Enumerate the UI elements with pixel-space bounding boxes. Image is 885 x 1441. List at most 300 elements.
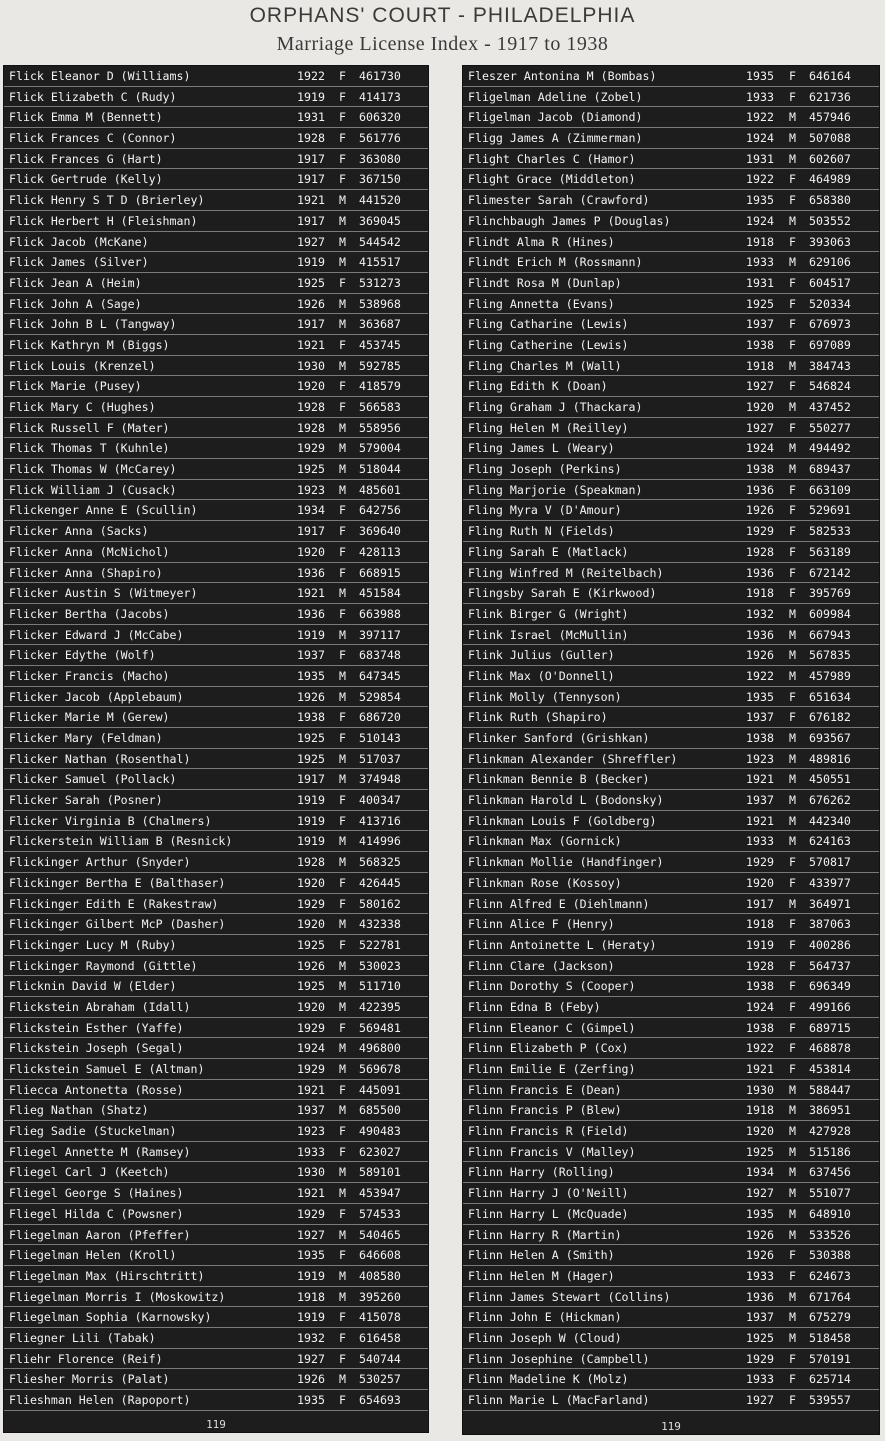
- entry-license-number: 675279: [809, 1310, 851, 1325]
- entry-sex: M: [789, 213, 796, 228]
- page-title: ORPHANS' COURT - PHILADELPHIA: [249, 4, 636, 27]
- entry-license-number: 582533: [809, 524, 851, 539]
- entry-license-number: 567835: [809, 648, 851, 663]
- entry-license-number: 672142: [809, 565, 851, 580]
- entry-name: Flickstein Samuel E (Altman): [9, 1062, 205, 1076]
- index-row: [4, 666, 428, 687]
- entry-name: Flinkman Harold L (Bodonsky): [468, 793, 664, 808]
- index-row: [463, 956, 879, 977]
- entry-license-number: 363080: [359, 151, 401, 166]
- entry-sex: F: [339, 793, 346, 808]
- entry-year: 1936: [746, 565, 774, 580]
- index-row: [463, 542, 879, 563]
- entry-name: Flick John A (Sage): [9, 296, 142, 311]
- entry-license-number: 426445: [359, 875, 401, 890]
- index-row: [4, 356, 428, 377]
- entry-sex: M: [339, 1165, 346, 1180]
- entry-year: 1929: [297, 1062, 325, 1076]
- entry-name: Fliegelman Max (Hirschtritt): [9, 1268, 205, 1283]
- entry-license-number: 671764: [809, 1289, 851, 1304]
- entry-name: Fling Winfred M (Reitelbach): [468, 565, 664, 580]
- index-row: [4, 749, 428, 770]
- entry-name: Flick Gertrude (Kelly): [9, 172, 163, 187]
- entry-license-number: 422395: [359, 999, 401, 1014]
- entry-year: 1926: [746, 648, 774, 663]
- entry-sex: M: [789, 1082, 796, 1097]
- index-row: [463, 1183, 879, 1204]
- index-row: [4, 149, 428, 170]
- entry-name: Flinn Harry R (Martin): [468, 1227, 622, 1242]
- entry-license-number: 453745: [359, 337, 401, 352]
- index-row: [463, 335, 879, 356]
- entry-name: Flick Elizabeth C (Rudy): [9, 89, 177, 104]
- entry-name: Flingsby Sarah E (Kirkwood): [468, 586, 657, 601]
- entry-sex: F: [789, 999, 796, 1014]
- right-index-column: [463, 66, 879, 1434]
- entry-name: Flicker Edward J (McCabe): [9, 627, 184, 642]
- entry-license-number: 693567: [809, 731, 851, 745]
- entry-name: Flink Ruth (Shapiro): [468, 710, 608, 725]
- entry-year: 1917: [297, 172, 325, 187]
- entry-name: Flick Herbert H (Fleishman): [9, 213, 198, 228]
- entry-license-number: 415517: [359, 255, 401, 270]
- entry-year: 1926: [297, 1372, 325, 1387]
- entry-year: 1919: [297, 1268, 325, 1283]
- entry-year: 1917: [297, 213, 325, 228]
- entry-name: Flinn Francis V (Malley): [468, 1144, 636, 1159]
- entry-license-number: 397117: [359, 627, 401, 642]
- entry-year: 1925: [297, 979, 325, 994]
- entry-name: Fliegel Annette M (Ramsey): [9, 1144, 191, 1159]
- index-row: [463, 914, 879, 935]
- entry-license-number: 457946: [809, 110, 851, 125]
- index-row: [463, 1349, 879, 1370]
- index-row: [463, 107, 879, 128]
- entry-name: Flinkman Mollie (Handfinger): [468, 855, 664, 870]
- index-row: [4, 894, 428, 915]
- index-row: [4, 583, 428, 604]
- entry-sex: F: [789, 1372, 796, 1387]
- entry-name: Fling Graham J (Thackara): [468, 400, 643, 414]
- entry-name: Flickinger Raymond (Gittle): [9, 958, 198, 973]
- entry-name: Flick Eleanor D (Williams): [9, 69, 191, 83]
- entry-sex: M: [789, 151, 796, 166]
- entry-year: 1923: [746, 751, 774, 766]
- entry-sex: F: [789, 586, 796, 601]
- entry-sex: F: [789, 482, 796, 497]
- entry-year: 1934: [297, 503, 325, 518]
- entry-license-number: 530257: [359, 1372, 401, 1387]
- entry-sex: F: [789, 1248, 796, 1263]
- entry-sex: F: [339, 503, 346, 518]
- entry-license-number: 413716: [359, 813, 401, 828]
- index-row: [4, 1369, 428, 1390]
- entry-name: Flicker Mary (Feldman): [9, 731, 163, 745]
- entry-sex: M: [339, 255, 346, 270]
- index-row: [4, 521, 428, 542]
- entry-name: Flindt Erich M (Rossmann): [468, 255, 643, 270]
- entry-year: 1926: [746, 1227, 774, 1242]
- entry-year: 1920: [297, 875, 325, 890]
- entry-sex: M: [789, 441, 796, 456]
- entry-sex: M: [789, 627, 796, 642]
- entry-name: Fligg James A (Zimmerman): [468, 131, 643, 146]
- entry-license-number: 558956: [359, 420, 401, 435]
- entry-sex: F: [339, 337, 346, 352]
- entry-sex: F: [339, 1144, 346, 1159]
- entry-name: Flieg Sadie (Stuckelman): [9, 1124, 177, 1139]
- entry-name: Flicker Nathan (Rosenthal): [9, 751, 191, 766]
- index-row: [4, 66, 428, 87]
- entry-year: 1937: [746, 793, 774, 808]
- entry-sex: M: [339, 1186, 346, 1201]
- entry-license-number: 685500: [359, 1103, 401, 1118]
- entry-sex: F: [339, 379, 346, 394]
- entry-sex: F: [339, 731, 346, 745]
- entry-license-number: 616458: [359, 1330, 401, 1345]
- entry-license-number: 624673: [809, 1268, 851, 1283]
- entry-year: 1938: [746, 979, 774, 994]
- entry-sex: F: [789, 855, 796, 870]
- entry-name: Flinn Francis E (Dean): [468, 1082, 622, 1097]
- entry-license-number: 624163: [809, 834, 851, 849]
- entry-year: 1924: [297, 1041, 325, 1056]
- entry-sex: M: [339, 296, 346, 311]
- entry-name: Flick Thomas T (Kuhnle): [9, 441, 170, 456]
- entry-name: Fligelman Adeline (Zobel): [468, 89, 643, 104]
- entry-year: 1927: [297, 1351, 325, 1366]
- entry-sex: M: [789, 668, 796, 683]
- index-row: [4, 790, 428, 811]
- entry-sex: M: [789, 648, 796, 663]
- page-subtitle: Marriage License Index - 1917 to 1938: [276, 33, 609, 55]
- entry-license-number: 676262: [809, 793, 851, 808]
- entry-sex: F: [339, 131, 346, 146]
- entry-sex: F: [789, 296, 796, 311]
- entry-year: 1933: [297, 1144, 325, 1159]
- entry-sex: M: [789, 1206, 796, 1221]
- entry-sex: M: [789, 358, 796, 373]
- entry-name: Flindt Rosa M (Dunlap): [468, 275, 622, 290]
- entry-sex: F: [789, 710, 796, 725]
- entry-sex: M: [339, 627, 346, 642]
- index-row: [463, 273, 879, 294]
- entry-name: Flinkman Louis F (Goldberg): [468, 813, 657, 828]
- index-row: [4, 500, 428, 521]
- index-row: [4, 1390, 428, 1411]
- entry-sex: F: [789, 1020, 796, 1035]
- entry-year: 1929: [746, 1351, 774, 1366]
- entry-name: Fliegel George S (Haines): [9, 1186, 184, 1201]
- entry-sex: F: [339, 875, 346, 890]
- entry-sex: F: [789, 544, 796, 559]
- entry-license-number: 592785: [359, 358, 401, 373]
- entry-license-number: 540744: [359, 1351, 401, 1366]
- index-row: [463, 128, 879, 149]
- entry-year: 1933: [746, 89, 774, 104]
- entry-year: 1918: [746, 358, 774, 373]
- index-row: [463, 894, 879, 915]
- entry-name: Flick James (Silver): [9, 255, 149, 270]
- entry-sex: F: [789, 565, 796, 580]
- entry-name: Flinn Helen A (Smith): [468, 1248, 615, 1263]
- index-row: [4, 1038, 428, 1059]
- entry-name: Fling Joseph (Perkins): [468, 462, 622, 477]
- entry-year: 1927: [746, 1186, 774, 1201]
- entry-name: Flick Emma M (Bennett): [9, 110, 163, 125]
- entry-license-number: 530023: [359, 958, 401, 973]
- entry-sex: F: [789, 172, 796, 187]
- entry-sex: F: [339, 89, 346, 104]
- entry-sex: M: [789, 255, 796, 270]
- entry-sex: F: [789, 875, 796, 890]
- entry-year: 1921: [297, 1186, 325, 1201]
- entry-sex: M: [339, 1372, 346, 1387]
- entry-year: 1917: [746, 896, 774, 911]
- entry-sex: F: [339, 1082, 346, 1097]
- entry-year: 1927: [746, 379, 774, 394]
- entry-sex: F: [789, 1351, 796, 1366]
- entry-name: Flick Louis (Krenzel): [9, 358, 156, 373]
- entry-sex: M: [789, 400, 796, 414]
- entry-year: 1920: [297, 544, 325, 559]
- entry-sex: F: [339, 1351, 346, 1366]
- index-row: [4, 914, 428, 935]
- index-row: [463, 252, 879, 273]
- entry-license-number: 564737: [809, 958, 851, 973]
- index-row: [463, 625, 879, 646]
- index-row: [4, 1100, 428, 1121]
- entry-license-number: 668915: [359, 565, 401, 580]
- entry-license-number: 387063: [809, 917, 851, 932]
- entry-year: 1920: [746, 400, 774, 414]
- entry-name: Flinn Edna B (Feby): [468, 999, 601, 1014]
- entry-sex: M: [789, 751, 796, 766]
- entry-license-number: 468878: [809, 1041, 851, 1056]
- entry-sex: F: [789, 1062, 796, 1076]
- entry-year: 1921: [297, 1082, 325, 1097]
- index-row: [463, 397, 879, 418]
- entry-name: Flinn John E (Hickman): [468, 1310, 622, 1325]
- index-row: [4, 1349, 428, 1370]
- entry-year: 1918: [746, 234, 774, 249]
- index-row: [4, 273, 428, 294]
- entry-name: Flieg Nathan (Shatz): [9, 1103, 149, 1118]
- entry-name: Flicker Jacob (Applebaum): [9, 689, 184, 704]
- entry-license-number: 654693: [359, 1393, 401, 1407]
- index-row: [463, 1100, 879, 1121]
- entry-license-number: 507088: [809, 131, 851, 146]
- entry-year: 1926: [297, 689, 325, 704]
- index-row: [463, 1080, 879, 1101]
- index-row: [4, 1287, 428, 1308]
- index-row: [463, 563, 879, 584]
- entry-sex: M: [339, 317, 346, 332]
- index-row: [4, 1204, 428, 1225]
- entry-license-number: 428113: [359, 544, 401, 559]
- entry-year: 1922: [746, 668, 774, 683]
- entry-license-number: 494492: [809, 441, 851, 456]
- entry-license-number: 647345: [359, 668, 401, 683]
- entry-sex: M: [339, 751, 346, 766]
- entry-license-number: 374948: [359, 772, 401, 787]
- entry-license-number: 646608: [359, 1248, 401, 1263]
- entry-license-number: 529691: [809, 503, 851, 518]
- entry-sex: M: [339, 855, 346, 870]
- index-row: [4, 707, 428, 728]
- index-row: [463, 294, 879, 315]
- entry-year: 1925: [297, 275, 325, 290]
- entry-name: Flinn Alfred E (Diehlmann): [468, 896, 650, 911]
- index-row: [4, 645, 428, 666]
- entry-sex: F: [789, 979, 796, 994]
- entry-name: Flick John B L (Tangway): [9, 317, 177, 332]
- entry-name: Flinker Sanford (Grishkan): [468, 731, 650, 745]
- entry-sex: M: [789, 1144, 796, 1159]
- entry-license-number: 676182: [809, 710, 851, 725]
- entry-sex: M: [339, 1268, 346, 1283]
- entry-sex: M: [789, 793, 796, 808]
- entry-year: 1937: [746, 710, 774, 725]
- entry-sex: M: [339, 917, 346, 932]
- entry-name: Flick Frances G (Hart): [9, 151, 163, 166]
- entry-license-number: 566583: [359, 400, 401, 414]
- entry-sex: M: [339, 1041, 346, 1056]
- entry-year: 1921: [746, 772, 774, 787]
- entry-name: Flick Marie (Pusey): [9, 379, 142, 394]
- entry-license-number: 499166: [809, 999, 851, 1014]
- index-row: [4, 1307, 428, 1328]
- index-row: [4, 831, 428, 852]
- index-row: [463, 769, 879, 790]
- entry-name: Flinn Harry J (O'Neill): [468, 1186, 629, 1201]
- entry-license-number: 539557: [809, 1393, 851, 1407]
- entry-year: 1918: [746, 917, 774, 932]
- index-row: [4, 1245, 428, 1266]
- entry-license-number: 696349: [809, 979, 851, 994]
- entry-year: 1920: [297, 999, 325, 1014]
- entry-name: Flinn Antoinette L (Heraty): [468, 937, 657, 952]
- entry-license-number: 386951: [809, 1103, 851, 1118]
- entry-year: 1937: [746, 1310, 774, 1325]
- entry-license-number: 414996: [359, 834, 401, 849]
- index-row: [4, 87, 428, 108]
- entry-license-number: 529854: [359, 689, 401, 704]
- entry-sex: F: [789, 524, 796, 539]
- entry-sex: F: [339, 172, 346, 187]
- entry-license-number: 489816: [809, 751, 851, 766]
- entry-license-number: 551077: [809, 1186, 851, 1201]
- page-number-left: 119: [206, 1418, 226, 1431]
- entry-sex: F: [789, 420, 796, 435]
- index-row: [4, 687, 428, 708]
- entry-sex: M: [339, 772, 346, 787]
- entry-name: Flinn Alice F (Henry): [468, 917, 615, 932]
- entry-name: Flick Russell F (Mater): [9, 420, 170, 435]
- entry-year: 1926: [297, 958, 325, 973]
- entry-year: 1922: [746, 110, 774, 125]
- entry-license-number: 570191: [809, 1351, 851, 1366]
- entry-name: Flight Grace (Middleton): [468, 172, 636, 187]
- index-row: [463, 1287, 879, 1308]
- entry-year: 1935: [746, 69, 774, 83]
- entry-year: 1919: [746, 937, 774, 952]
- entry-year: 1921: [297, 193, 325, 208]
- entry-year: 1933: [746, 255, 774, 270]
- index-row: [463, 852, 879, 873]
- entry-year: 1935: [746, 193, 774, 208]
- entry-name: Flick William J (Cusack): [9, 482, 177, 497]
- entry-sex: F: [339, 400, 346, 414]
- entry-name: Flicker Anna (McNichol): [9, 544, 170, 559]
- entry-year: 1921: [746, 813, 774, 828]
- entry-year: 1935: [297, 1248, 325, 1263]
- entry-name: Flick Henry S T D (Brierley): [9, 193, 205, 208]
- entry-year: 1932: [297, 1330, 325, 1345]
- entry-year: 1929: [746, 524, 774, 539]
- entry-name: Fling Myra V (D'Amour): [468, 503, 622, 518]
- entry-name: Fliegelman Morris I (Moskowitz): [9, 1289, 226, 1304]
- entry-license-number: 533526: [809, 1227, 851, 1242]
- index-row: [463, 728, 879, 749]
- entry-year: 1922: [746, 1041, 774, 1056]
- entry-name: Fligelman Jacob (Diamond): [468, 110, 643, 125]
- index-row: [4, 190, 428, 211]
- entry-sex: M: [789, 1186, 796, 1201]
- entry-year: 1935: [746, 689, 774, 704]
- entry-year: 1938: [746, 337, 774, 352]
- entry-year: 1933: [746, 834, 774, 849]
- entry-license-number: 642756: [359, 503, 401, 518]
- entry-license-number: 400347: [359, 793, 401, 808]
- index-row: [4, 1266, 428, 1287]
- entry-name: Fling Annetta (Evans): [468, 296, 615, 311]
- entry-year: 1927: [297, 234, 325, 249]
- entry-year: 1937: [297, 1103, 325, 1118]
- entry-sex: M: [339, 213, 346, 228]
- entry-year: 1936: [746, 482, 774, 497]
- entry-sex: M: [789, 110, 796, 125]
- index-row: [4, 107, 428, 128]
- entry-sex: M: [339, 420, 346, 435]
- entry-name: Flicker Sarah (Posner): [9, 793, 163, 808]
- entry-name: Flink Birger G (Wright): [468, 606, 629, 621]
- entry-name: Flickinger Lucy M (Ruby): [9, 937, 177, 952]
- entry-year: 1920: [297, 917, 325, 932]
- entry-license-number: 393063: [809, 234, 851, 249]
- entry-license-number: 518458: [809, 1330, 851, 1345]
- entry-name: Fliegel Hilda C (Powsner): [9, 1206, 184, 1221]
- entry-license-number: 418579: [359, 379, 401, 394]
- entry-year: 1926: [297, 296, 325, 311]
- entry-sex: F: [789, 193, 796, 208]
- entry-name: Flimester Sarah (Crawford): [468, 193, 650, 208]
- entry-year: 1921: [746, 1062, 774, 1076]
- entry-license-number: 561776: [359, 131, 401, 146]
- entry-year: 1922: [297, 69, 325, 83]
- entry-license-number: 451584: [359, 586, 401, 601]
- entry-year: 1919: [297, 255, 325, 270]
- entry-sex: F: [789, 958, 796, 973]
- entry-sex: F: [789, 234, 796, 249]
- entry-license-number: 369045: [359, 213, 401, 228]
- entry-year: 1936: [746, 1289, 774, 1304]
- entry-license-number: 602607: [809, 151, 851, 166]
- entry-license-number: 464989: [809, 172, 851, 187]
- entry-year: 1929: [297, 896, 325, 911]
- entry-license-number: 518044: [359, 462, 401, 477]
- entry-sex: F: [339, 1310, 346, 1325]
